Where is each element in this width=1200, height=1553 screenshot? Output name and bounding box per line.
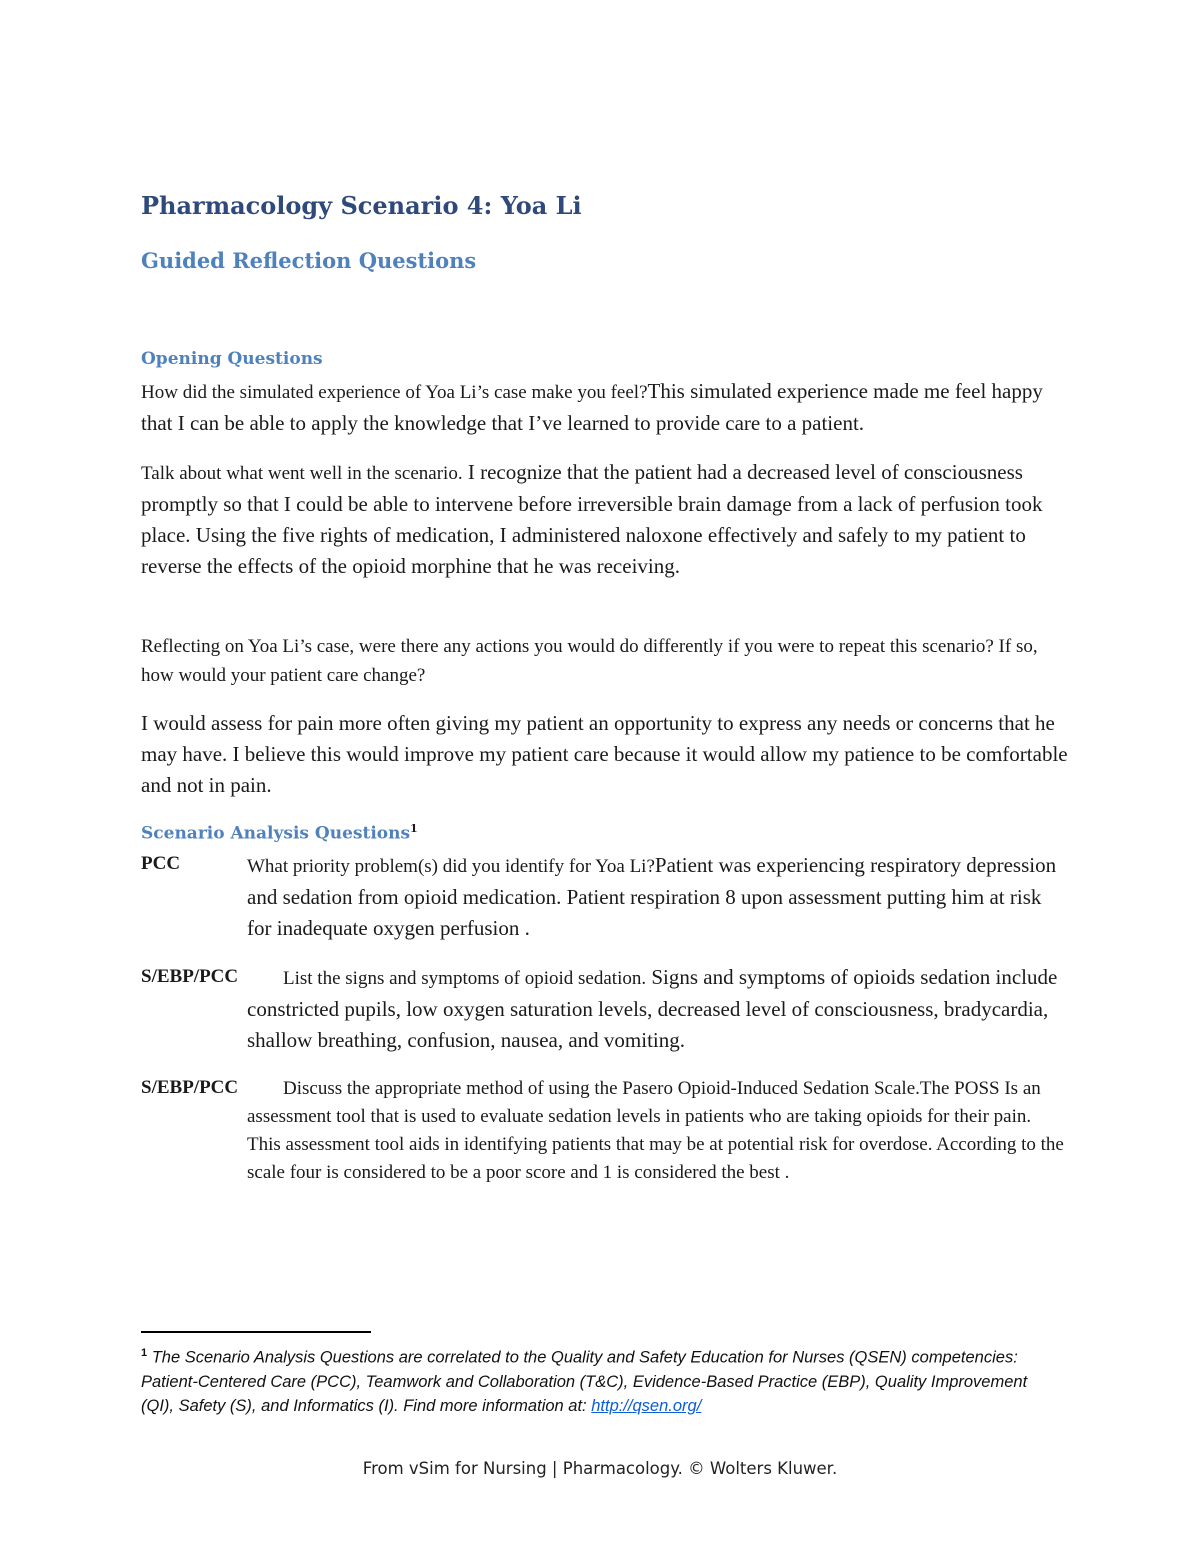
opening-question-1 xyxy=(141,376,1071,439)
qsen-link[interactable]: http://qsen.org/ xyxy=(591,1396,702,1415)
answer-text: Signs and symptoms of opioids sedation include constricted pupils, low oxygen saturation levels, decreased level of consciousness, bradycardia, shallow breathing, confusion, nausea, and vomiting. xyxy=(247,965,1058,1052)
footnote xyxy=(141,1341,1061,1418)
qsen-tag: PCC xyxy=(141,853,181,874)
question-text: Discuss the appropriate method of using the Pasero Opioid-Induced Sedation Scale. xyxy=(283,1078,920,1099)
question-text: Talk about what went well in the scenario. xyxy=(141,463,463,484)
question-text: List the signs and symptoms of opioid sedation. xyxy=(283,968,647,989)
footnote-text: The Scenario Analysis Questions are correlated to the Quality and Safety Education for Nurses (QSEN) competencies: Patient-Centered Care (PCC), Teamwork and Collaboration (T&C), Evidence-Based Practice (EBP), Quality Improvement (QI), Safety (S), and Informatics (I). Find more information at: xyxy=(141,1348,1028,1415)
qsen-tag: S/EBP/PCC xyxy=(141,966,239,987)
answer-text: Patient was experiencing respiratory depression and sedation from opioid medication. Patient respiration 8 upon assessment putting him at risk for inadequate oxygen perfusion . xyxy=(247,853,1057,940)
analysis-item-2 xyxy=(247,962,1067,1056)
scenario-analysis-heading-text: Scenario Analysis Questions xyxy=(141,823,411,844)
opening-question-2 xyxy=(141,457,1071,582)
answer-text: I recognize that the patient had a decreased level of consciousness promptly so that I could be able to intervene before irreversible brain damage from a lack of perfusion took place. Using the five rights of medication, I administered naloxone effectively and safely to my patient to reverse the effects of the opioid morphine that he was receiving. xyxy=(141,460,1043,578)
analysis-item-3 xyxy=(247,1075,1067,1187)
analysis-item-1 xyxy=(247,850,1067,944)
footnote-reference: 1 xyxy=(410,822,418,835)
scenario-analysis-heading xyxy=(141,822,418,844)
answer-text: The POSS Is an assessment tool that is used to evaluate sedation levels in patients who are taking opioids for their pain. This assessment tool aids in identifying patients that may be at potential risk for overdose. According to the scale four is considered to be a poor score and 1 is considered the best . xyxy=(247,1078,1064,1183)
footnote-mark: 1 xyxy=(141,1347,148,1359)
document-subtitle: Guided Reflection Questions xyxy=(141,248,477,273)
opening-questions-heading: Opening Questions xyxy=(141,349,323,369)
opening-question-3: Reflecting on Yoa Li’s case, were there any actions you would do differently if you were to repeat this scenario? If so, how would your patient care change? xyxy=(141,636,1038,686)
answer-text: This simulated experience made me feel happy that I can be able to apply the knowledge that I’ve learned to provide care to a patient. xyxy=(141,379,1043,435)
page-footer: From vSim for Nursing | Pharmacology. © Wolters Kluwer. xyxy=(362,1459,838,1478)
footnote-divider xyxy=(141,1331,371,1333)
qsen-tag: S/EBP/PCC xyxy=(141,1077,239,1098)
opening-answer-3: I would assess for pain more often giving my patient an opportunity to express any needs or concerns that he may have. I believe this would improve my patient care because it would allow my patience to be comfortable and not in pain. xyxy=(141,711,1068,797)
question-text: What priority problem(s) did you identify for Yoa Li? xyxy=(247,856,655,877)
question-text: How did the simulated experience of Yoa Li’s case make you feel? xyxy=(141,382,648,403)
document-title: Pharmacology Scenario 4: Yoa Li xyxy=(141,191,582,220)
